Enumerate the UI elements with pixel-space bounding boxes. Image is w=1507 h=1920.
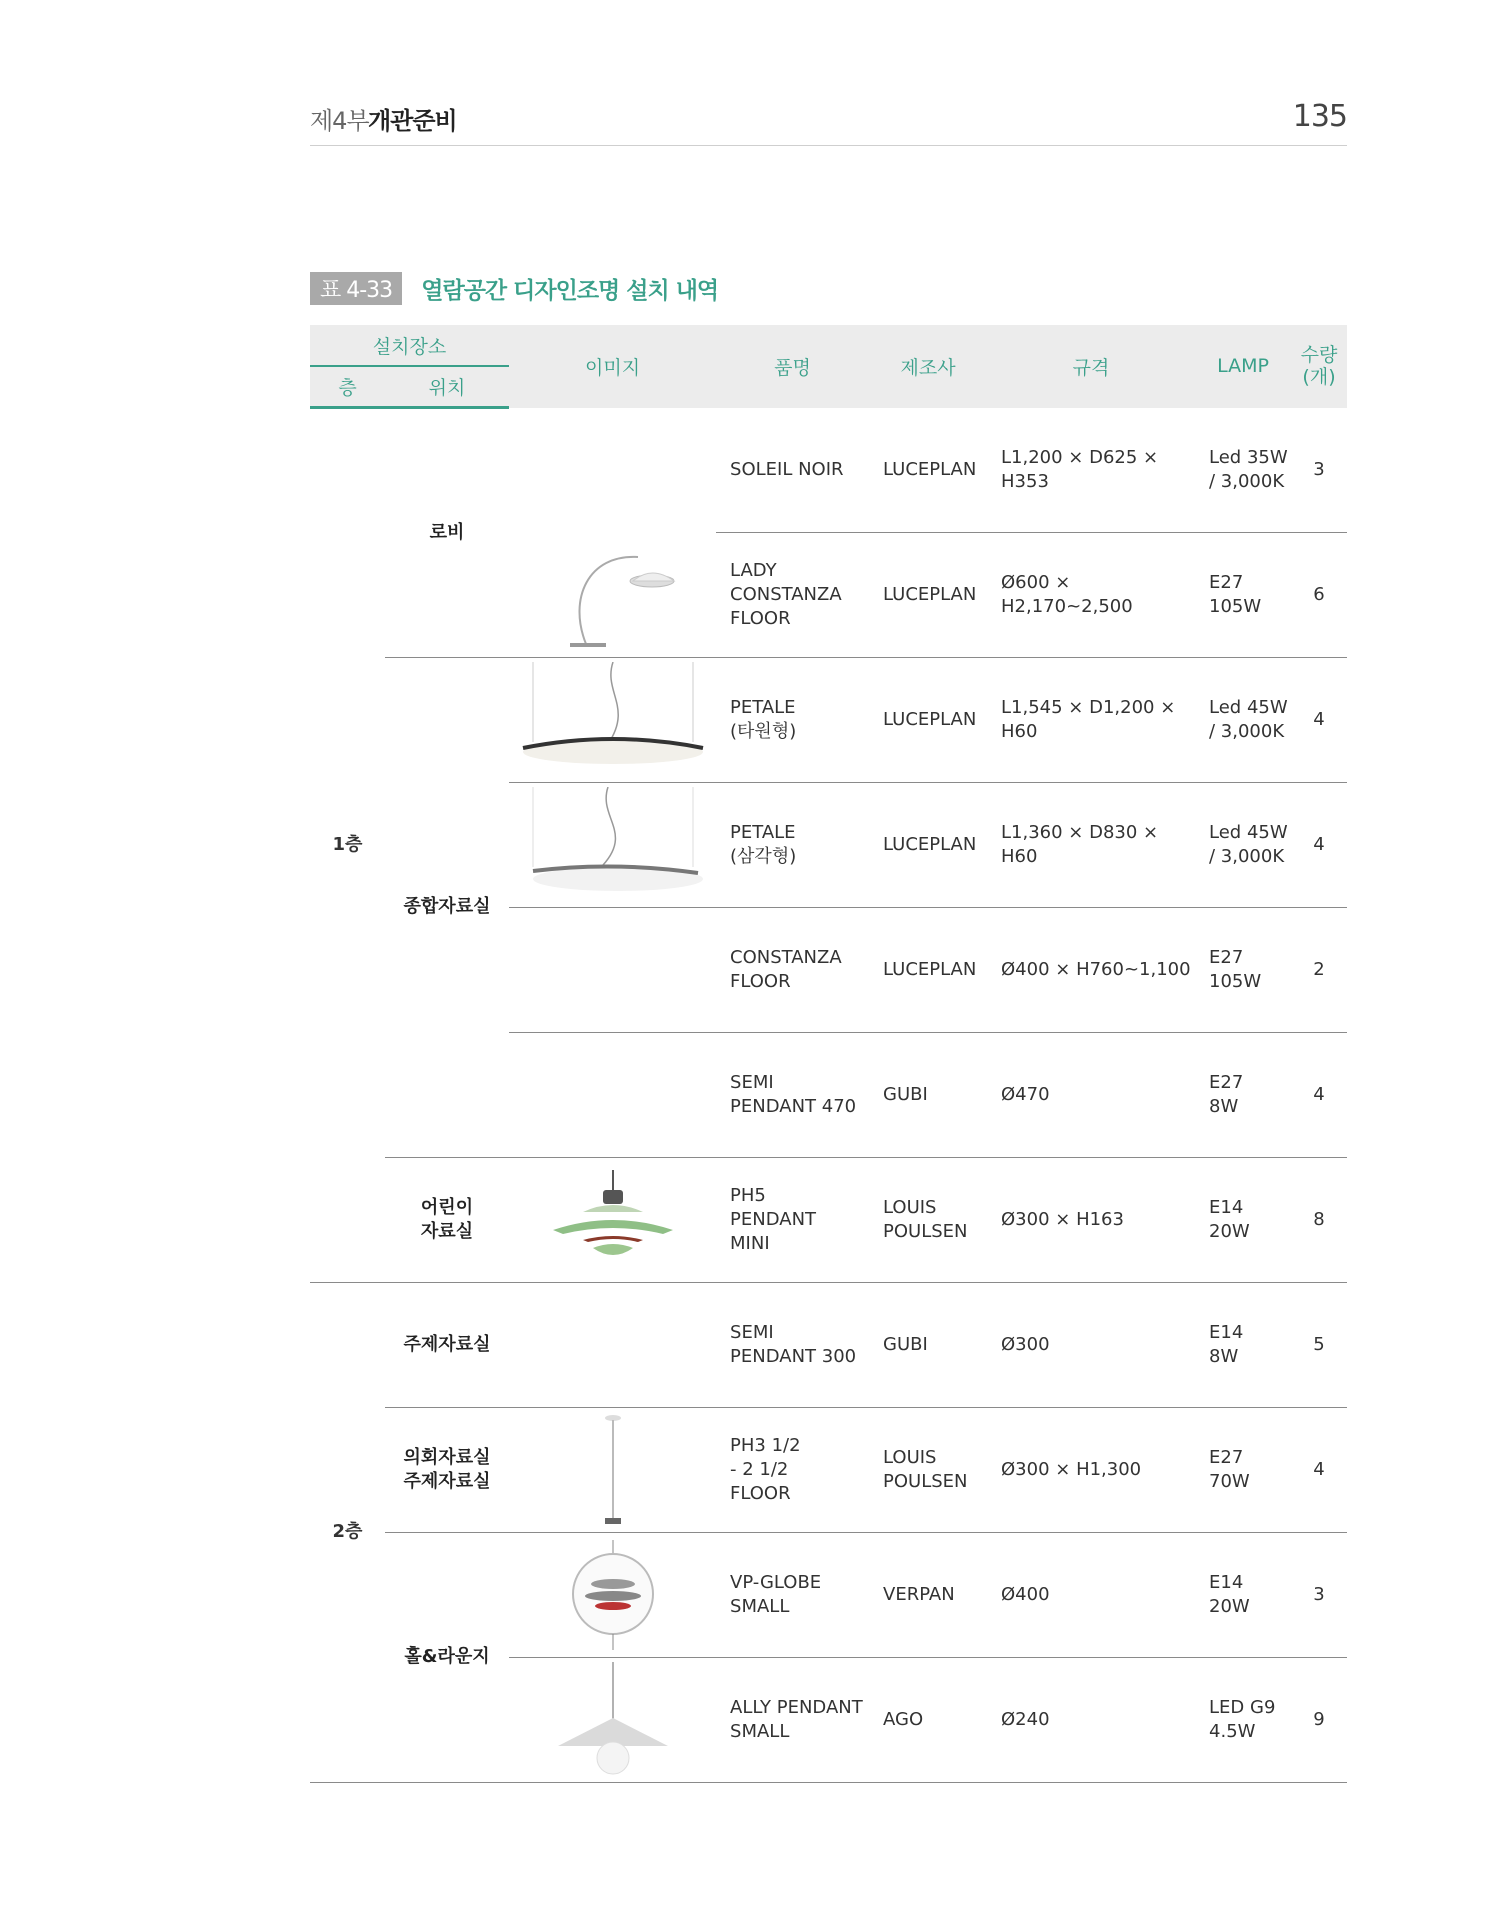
quantity: 5 (1291, 1282, 1347, 1407)
manufacturer: GUBI (869, 1032, 987, 1157)
quantity: 2 (1291, 907, 1347, 1032)
table-caption (310, 272, 718, 302)
lighting-table (310, 325, 1347, 1783)
header-image: 이미지 (509, 325, 716, 408)
ph3-floor-lamp-image (583, 1412, 643, 1528)
product-name: PETALE (삼각형) (716, 782, 869, 907)
chapter-title: 개관준비 (368, 107, 457, 135)
product-name: PH5 PENDANT MINI (716, 1157, 869, 1282)
table-title: 열람공간 디자인조명 설치 내역 (421, 278, 719, 304)
lamp-spec: E27 105W (1195, 532, 1291, 657)
page-header (310, 95, 1347, 146)
location-cell: 홀&라운지 (385, 1532, 509, 1782)
floor-lamp-image (548, 539, 678, 649)
manufacturer: VERPAN (869, 1532, 987, 1657)
product-image-cell (509, 1157, 716, 1282)
quantity: 6 (1291, 532, 1347, 657)
specification: L1,545 × D1,200 × H60 (987, 657, 1195, 782)
product-image-cell (509, 408, 716, 533)
header-location: 위치 (385, 366, 509, 408)
quantity: 3 (1291, 1532, 1347, 1657)
lamp-spec: Led 35W / 3,000K (1195, 408, 1291, 533)
header-spec: 규격 (987, 325, 1195, 408)
product-name: PETALE (타원형) (716, 657, 869, 782)
product-image-cell (509, 1407, 716, 1532)
product-name: SEMI PENDANT 300 (716, 1282, 869, 1407)
product-image-cell (509, 782, 716, 907)
quantity: 9 (1291, 1657, 1347, 1782)
manufacturer: LOUIS POULSEN (869, 1157, 987, 1282)
manufacturer: LUCEPLAN (869, 907, 987, 1032)
specification: Ø400 × H760~1,100 (987, 907, 1195, 1032)
header-qty: 수량 (개) (1291, 325, 1347, 408)
floor-cell: 2층 (310, 1282, 385, 1782)
specification: Ø400 (987, 1532, 1195, 1657)
location-cell: 어린이 자료실 (385, 1157, 509, 1282)
quantity: 4 (1291, 1407, 1347, 1532)
lamp-spec: E27 70W (1195, 1407, 1291, 1532)
vp-globe-image (563, 1540, 663, 1650)
lamp-spec: E27 8W (1195, 1032, 1291, 1157)
manufacturer: LUCEPLAN (869, 408, 987, 533)
lamp-spec: Led 45W / 3,000K (1195, 657, 1291, 782)
quantity: 4 (1291, 1032, 1347, 1157)
product-name: SEMI PENDANT 470 (716, 1032, 869, 1157)
product-image-cell (509, 657, 716, 782)
specification: L1,360 × D830 × H60 (987, 782, 1195, 907)
lamp-spec: E27 105W (1195, 907, 1291, 1032)
product-name: ALLY PENDANT SMALL (716, 1657, 869, 1782)
header-maker: 제조사 (869, 325, 987, 408)
location-cell: 종합자료실 (385, 657, 509, 1157)
product-image-cell (509, 907, 716, 1032)
ph5-pendant-image (543, 1170, 683, 1270)
table-row (310, 1282, 1347, 1407)
location-cell: 주제자료실 (385, 1282, 509, 1407)
product-name: LADY CONSTANZA FLOOR (716, 532, 869, 657)
table-row (310, 657, 1347, 782)
header-floor: 층 (310, 366, 385, 408)
specification: Ø240 (987, 1657, 1195, 1782)
manufacturer: LUCEPLAN (869, 532, 987, 657)
manufacturer: GUBI (869, 1282, 987, 1407)
header-install-location: 설치장소 (310, 325, 509, 366)
location-cell: 로비 (385, 408, 509, 658)
quantity: 4 (1291, 657, 1347, 782)
lamp-spec: LED G9 4.5W (1195, 1657, 1291, 1782)
product-name: PH3 1/2 - 2 1/2 FLOOR (716, 1407, 869, 1532)
lamp-spec: Led 45W / 3,000K (1195, 782, 1291, 907)
table-row (310, 1157, 1347, 1282)
part-label: 제4부 (310, 107, 369, 135)
ally-pendant-image (548, 1662, 678, 1778)
specification: L1,200 × D625 × H353 (987, 408, 1195, 533)
oval-pendant-image (513, 662, 713, 778)
product-image-cell (509, 1532, 716, 1657)
triangle-pendant-image (513, 787, 713, 903)
product-image-cell (509, 1657, 716, 1782)
table-row (310, 1407, 1347, 1532)
table-row (310, 408, 1347, 533)
manufacturer: LOUIS POULSEN (869, 1407, 987, 1532)
specification: Ø300 (987, 1282, 1195, 1407)
header-lamp: LAMP (1195, 325, 1291, 408)
quantity: 8 (1291, 1157, 1347, 1282)
quantity: 3 (1291, 408, 1347, 533)
specification: Ø300 × H163 (987, 1157, 1195, 1282)
table-row (310, 1532, 1347, 1657)
product-image-cell (509, 1282, 716, 1407)
product-image-cell (509, 532, 716, 657)
lamp-spec: E14 20W (1195, 1532, 1291, 1657)
product-name: SOLEIL NOIR (716, 408, 869, 533)
page-number: 135 (1292, 99, 1347, 134)
floor-cell: 1층 (310, 408, 385, 1283)
lamp-spec: E14 8W (1195, 1282, 1291, 1407)
specification: Ø470 (987, 1032, 1195, 1157)
specification: Ø300 × H1,300 (987, 1407, 1195, 1532)
quantity: 4 (1291, 782, 1347, 907)
product-name: VP-GLOBE SMALL (716, 1532, 869, 1657)
specification: Ø600 × H2,170~2,500 (987, 532, 1195, 657)
header-name: 품명 (716, 325, 869, 408)
lamp-spec: E14 20W (1195, 1157, 1291, 1282)
manufacturer: AGO (869, 1657, 987, 1782)
manufacturer: LUCEPLAN (869, 782, 987, 907)
location-cell: 의회자료실 주제자료실 (385, 1407, 509, 1532)
table-number-tag: 표 4-33 (310, 272, 402, 305)
product-image-cell (509, 1032, 716, 1157)
manufacturer: LUCEPLAN (869, 657, 987, 782)
product-name: CONSTANZA FLOOR (716, 907, 869, 1032)
